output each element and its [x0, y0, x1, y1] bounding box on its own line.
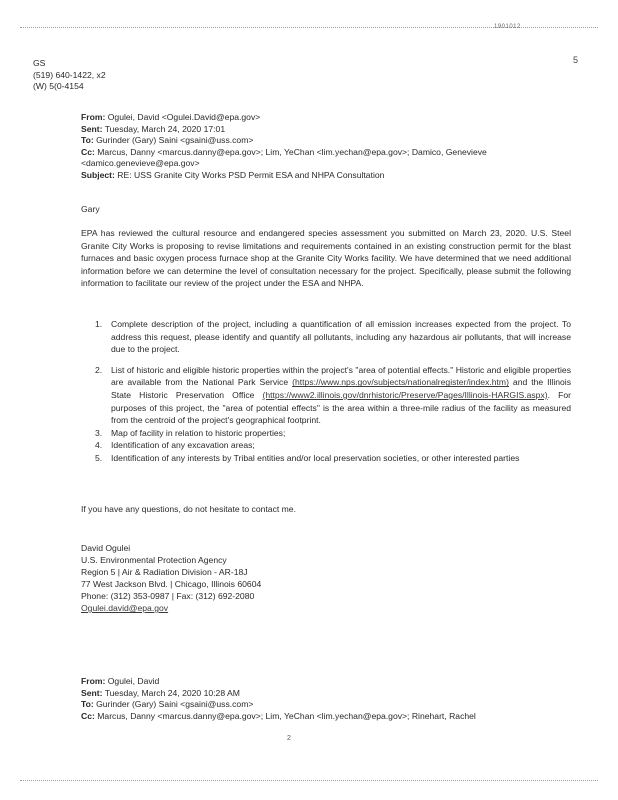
cc-label: Cc:: [81, 146, 95, 157]
prior-signature-line: (519) 640-1422, x2: [33, 69, 106, 80]
signature-line: Phone: (312) 353-0987 | Fax: (312) 692-2080: [81, 591, 255, 601]
from-value: Ogulei, David <Ogulei.David@epa.gov>: [107, 112, 261, 122]
list-item: [81, 452, 571, 465]
greeting: Gary: [81, 204, 100, 214]
subject-value: RE: USS Granite City Works PSD Permit ESA and NHPA Consultation: [117, 169, 385, 180]
email2-header: [81, 676, 571, 722]
signature-line: U.S. Environmental Protection Agency: [81, 555, 227, 565]
item-text: Complete description of the project, including a quantification of all emission increases expected from the project. To address this request, please identify and quantify all pollutants, including any hazardous air pollutants, that will increase due to the project.: [111, 319, 571, 355]
signature-line: 77 West Jackson Blvd. | Chicago, Illinois 60604: [81, 579, 262, 589]
to-value: Gurinder (Gary) Saini <gsaini@uss.com>: [96, 699, 254, 709]
to-label: To:: [81, 135, 94, 145]
sent-label: Sent:: [81, 123, 103, 134]
prior-signature: [33, 58, 106, 93]
item-text: List of historic and eligible historic properties within the project's "area of potential effects." Historic and eligible properties are available from the National Park Service: [111, 364, 571, 388]
list-number: 5.: [95, 452, 103, 463]
page-number: 2: [287, 735, 291, 742]
cc-label: Cc:: [81, 710, 95, 721]
cc-value-continued: <damico.genevieve@epa.gov>: [81, 158, 200, 168]
signature-line: David Ogulei: [81, 543, 131, 553]
signature-email-link[interactable]: Ogulei.david@epa.gov: [81, 603, 169, 613]
list-number: 2.: [95, 364, 103, 375]
list-item: [81, 439, 571, 452]
list-item: [81, 318, 571, 356]
from-value: Ogulei, David: [107, 676, 160, 686]
sent-value: Tuesday, March 24, 2020 17:01: [104, 123, 226, 134]
page-header-mark: 1901012: [494, 24, 521, 30]
list-number: 3.: [95, 427, 103, 438]
from-label: From:: [81, 112, 106, 122]
item-text: and the Illinois State Historic Preservation Office: [111, 377, 572, 400]
nps-register-link[interactable]: (https://www.nps.gov/subjects/nationalregister/index.htm): [292, 377, 509, 388]
signature-line: Region 5 | Air & Radiation Division - AR-18J: [81, 567, 248, 577]
list-item: [81, 364, 571, 427]
subject-label: Subject:: [81, 169, 115, 180]
item-text: Map of facility in relation to historic properties;: [111, 427, 286, 438]
prior-signature-line: (W) 5(0-4154: [33, 81, 84, 91]
illinois-shpo-link[interactable]: (https://www2.illinois.gov/dnrhistoric/Preserve/Pages/Illinois-HARGIS.aspx): [262, 389, 548, 400]
cc-value: Marcus, Danny <marcus.danny@epa.gov>; Lim, YeChan <lim.yechan@epa.gov>; Rinehart, Rachel: [97, 710, 476, 721]
list-item: [81, 427, 571, 440]
from-label: From:: [81, 676, 106, 686]
sent-value: Tuesday, March 24, 2020 10:28 AM: [104, 687, 240, 698]
item-text: . For purposes of this project, the "area of potential effects" is the area within a three-mile radius of the facility as measured from the centroid of the project's geographical footprint.: [111, 389, 571, 426]
item-text: Identification of any excavation areas;: [111, 440, 255, 451]
list-number: 1.: [95, 319, 103, 329]
sent-label: Sent:: [81, 687, 103, 698]
bottom-dotted-rule: [20, 780, 598, 781]
request-list: [81, 318, 571, 465]
closing-line: If you have any questions, do not hesitate to contact me.: [81, 504, 296, 514]
item-text: Identification of any interests by Tribal entities and/or local preservation societies, or other interested parties: [111, 452, 520, 463]
to-value: Gurinder (Gary) Saini <gsaini@uss.com>: [96, 135, 254, 145]
corner-mark: 5: [573, 55, 579, 65]
to-label: To:: [81, 699, 94, 709]
email1-header: [81, 112, 571, 181]
cc-value: Marcus, Danny <marcus.danny@epa.gov>; Lim, YeChan <lim.yechan@epa.gov>; Damico, Genevieve: [97, 146, 487, 157]
list-number: 4.: [95, 440, 103, 451]
email1-signature: [81, 542, 571, 614]
prior-signature-line: GS: [33, 58, 46, 68]
body-paragraph: EPA has reviewed the cultural resource and endangered species assessment you submitted on March 23, 2020. U.S. Steel Granite City Works is proposing to revise limitations and requirements contained in an existing construction permit for the blast furnaces and basic oxygen process furnace shop at the Granite City Works facility. We have determined that we need additional information before we can determine the level of consultation necessary for the project. Specifically, please submit the following information to facilitate our review of the project under the ESA and NHPA.: [81, 228, 571, 289]
